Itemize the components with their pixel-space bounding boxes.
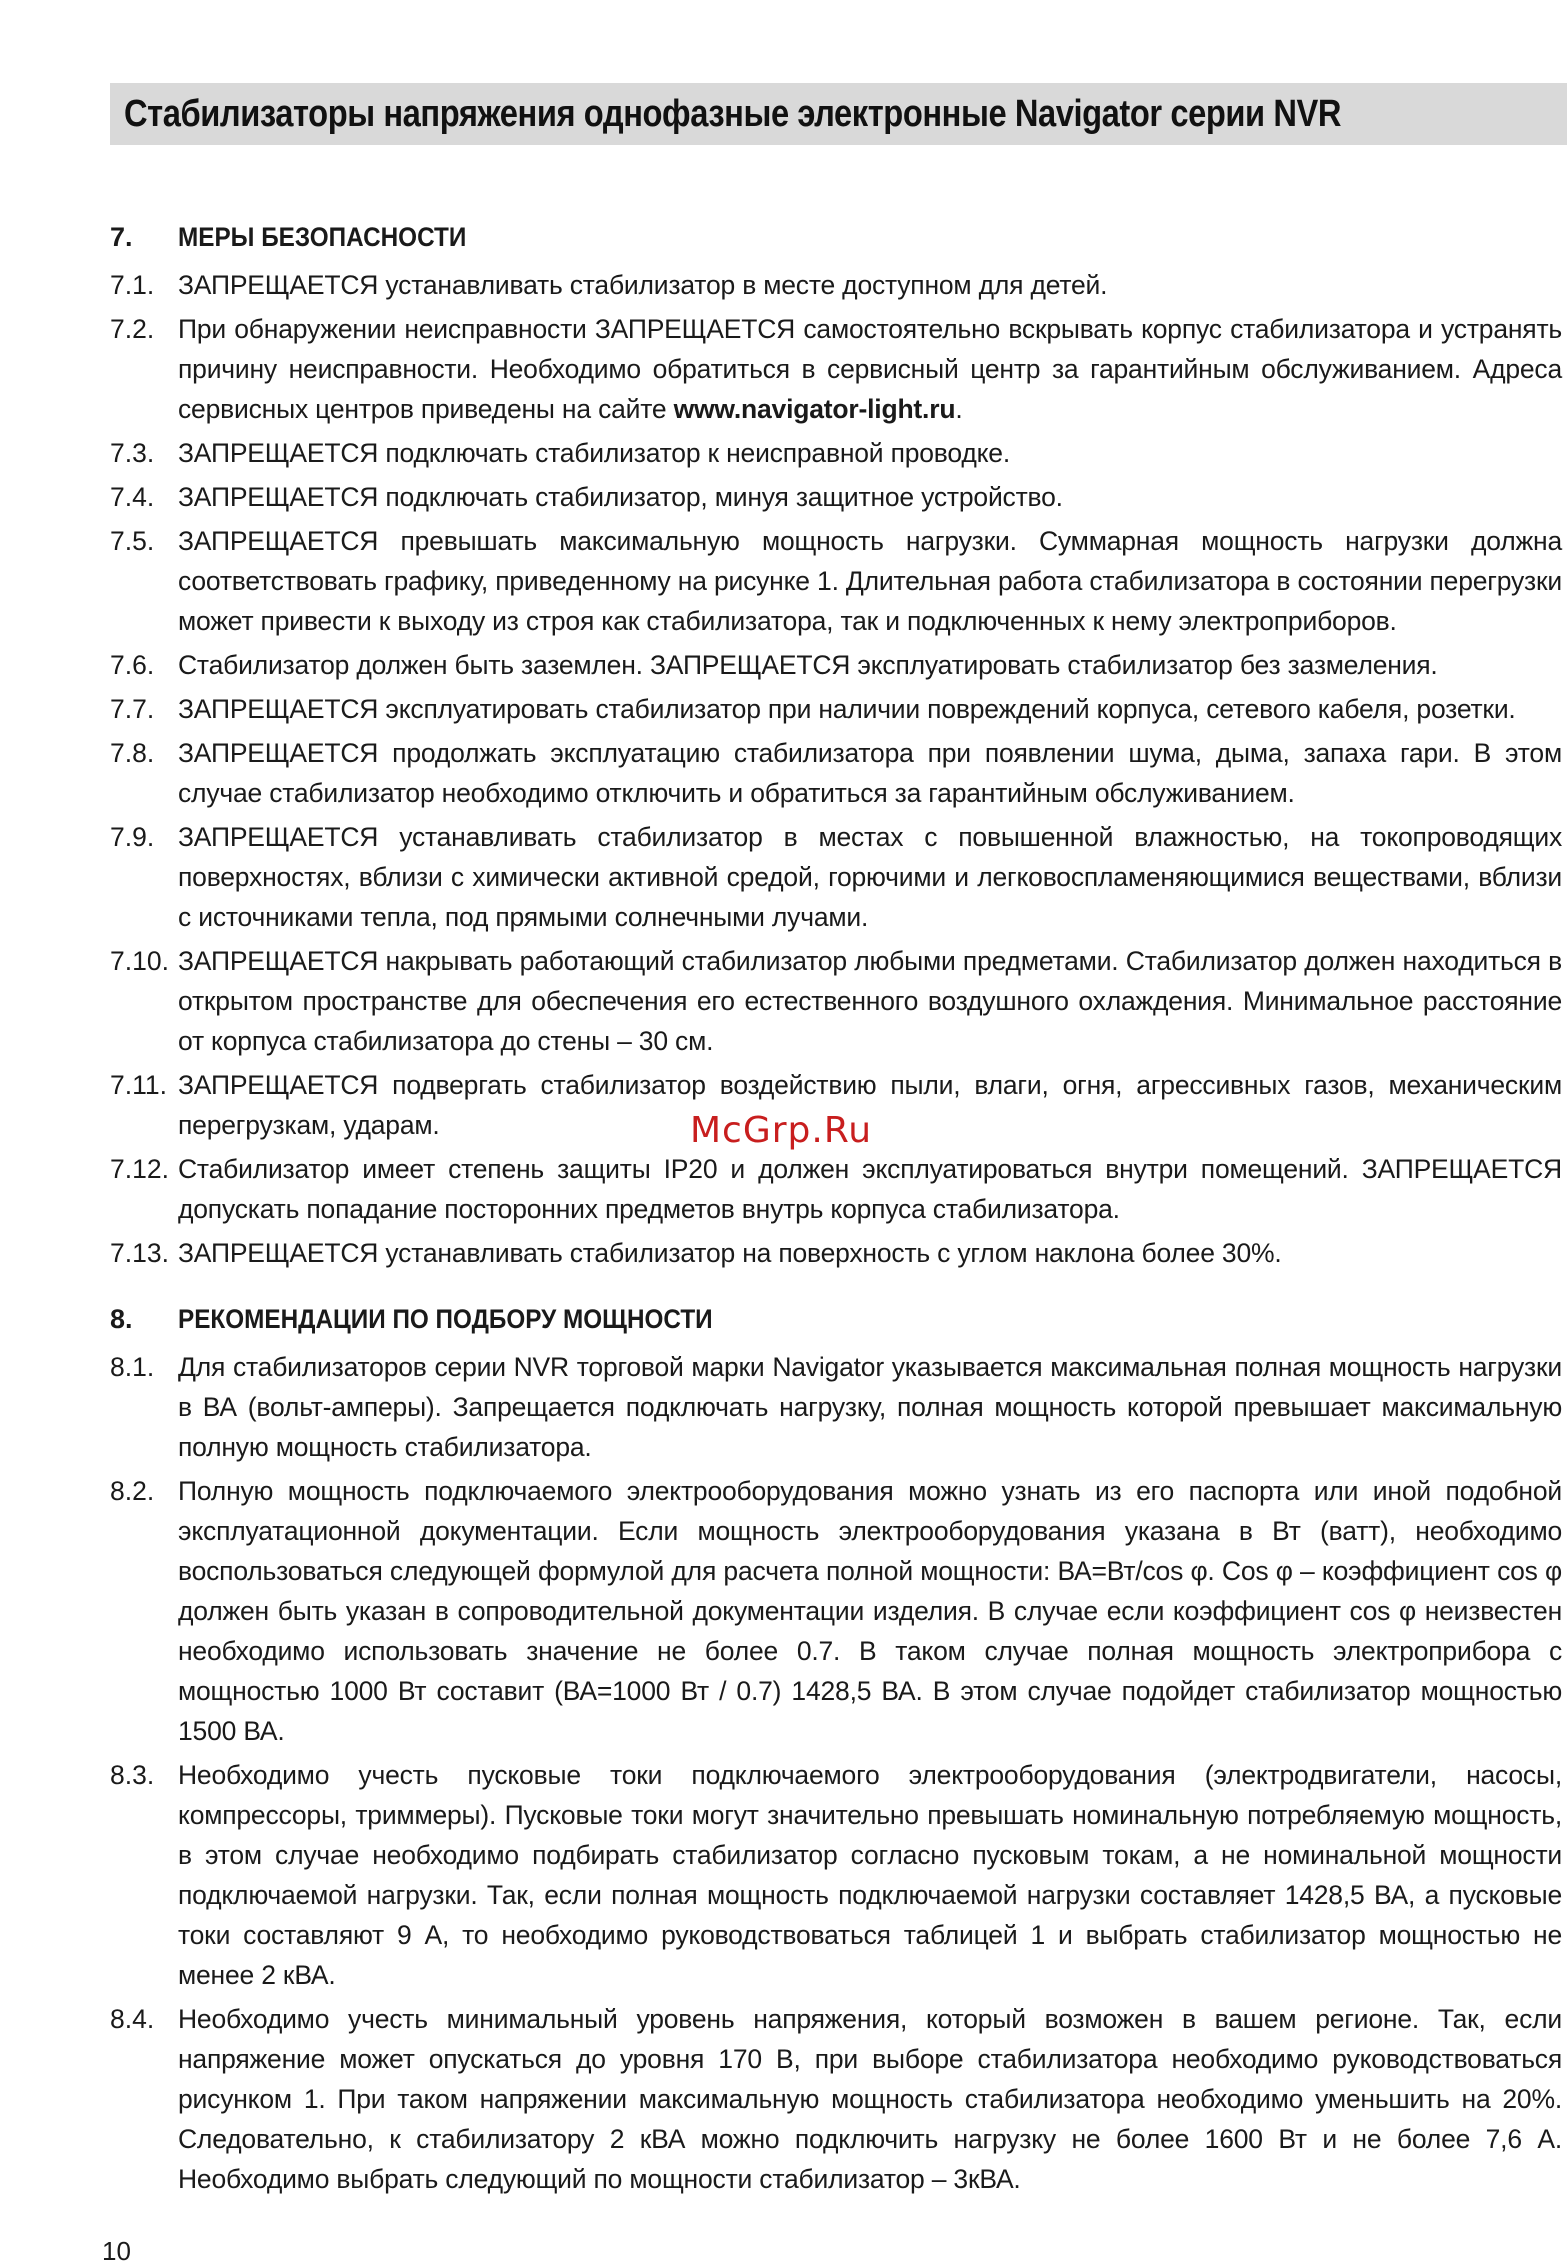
- item-text: ЗАПРЕЩАЕТСЯ устанавливать стабилизатор в месте доступном для детей.: [178, 270, 1108, 300]
- item-text: Стабилизатор имеет степень защиты IP20 и должен эксплуатироваться внутри помещений. ЗАПРЕЩАЕТСЯ допускать попадание посторонних предметов внутрь корпуса стабилизатора.: [178, 1154, 1562, 1224]
- list-item: [110, 309, 1562, 429]
- item-text: Полную мощность подключаемого электрооборудования можно узнать из его паспорта или иной подобной эксплуатационной документации. Если мощность электрооборудования указана в Вт (ватт), необходимо воспользоваться следующей формулой для расчета полной мощности: ВА=Вт/cos φ. Cos φ – коэффициент cos φ должен быть указан в сопроводительной документации изделия. В случае если коэффициент cos φ неизвестен необходимо использовать значение не более 0.7. В таком случае полная мощность электроприбора с мощностью 1000 Вт составит (ВА=1000 Вт / 0.7) 1428,5 ВА. В этом случае подойдет стабилизатор мощностью 1500 ВА.: [178, 1476, 1562, 1746]
- item-number: 8.2.: [110, 1476, 155, 1506]
- page-number: 10: [102, 2236, 131, 2266]
- list-item: [110, 1999, 1562, 2199]
- item-text: ЗАПРЕЩАЕТСЯ подключать стабилизатор к неисправной проводке.: [178, 438, 1010, 468]
- item-text-part: При обнаружении неисправности ЗАПРЕЩАЕТСЯ самостоятельно вскрывать корпус стабилизатора и устранять причину неисправности. Необходимо обратиться в сервисный центр за гарантийным обслуживанием. Адреса сервисных центров приведены на сайте: [178, 314, 1562, 424]
- item-number: 7.6.: [110, 650, 155, 680]
- list-item: [110, 265, 1562, 305]
- list-item: [110, 1471, 1562, 1751]
- item-text: Необходимо учесть минимальный уровень напряжения, который возможен в вашем регионе. Так, если напряжение может опускаться до уровня 170 В, при выборе стабилизатора необходимо руководствоваться рисунком 1. При таком напряжении максимальную мощность стабилизатора необходимо уменьшить на 20%. Следовательно, к стабилизатору 2 кВА можно подключить нагрузку не более 1600 Вт и не более 7,6 А. Необходимо выбрать следующий по мощности стабилизатор – 3кВА.: [178, 2004, 1562, 2194]
- section-number: 8.: [110, 1303, 133, 1334]
- item-number: 7.7.: [110, 694, 155, 724]
- list-item: [110, 433, 1562, 473]
- website-link[interactable]: www.navigator-light.ru: [673, 394, 956, 424]
- item-text: [178, 309, 1562, 429]
- watermark: McGrp.Ru: [690, 1110, 873, 1151]
- document-body: [110, 215, 1562, 2203]
- item-number: 8.4.: [110, 2004, 155, 2034]
- item-number: 7.9.: [110, 822, 155, 852]
- list-item: [110, 689, 1562, 729]
- page-title: Стабилизаторы напряжения однофазные электронные Navigator серии NVR: [124, 92, 1342, 135]
- section-title: РЕКОМЕНДАЦИИ ПО ПОДБОРУ МОЩНОСТИ: [178, 1303, 713, 1334]
- list-item: [110, 477, 1562, 517]
- list-item: [110, 1233, 1562, 1273]
- item-text: ЗАПРЕЩАЕТСЯ подключать стабилизатор, минуя защитное устройство.: [178, 482, 1063, 512]
- item-text: ЗАПРЕЩАЕТСЯ продолжать эксплуатацию стабилизатора при появлении шума, дыма, запаха гари. В этом случае стабилизатор необходимо отключить и обратиться за гарантийным обслуживанием.: [178, 738, 1562, 808]
- item-number: 7.11.: [110, 1070, 167, 1100]
- list-item: [110, 521, 1562, 641]
- item-number: 7.8.: [110, 738, 155, 768]
- item-text: ЗАПРЕЩАЕТСЯ эксплуатировать стабилизатор при наличии повреждений корпуса, сетевого кабеля, розетки.: [178, 694, 1516, 724]
- list-item: [110, 941, 1562, 1061]
- item-text: ЗАПРЕЩАЕТСЯ превышать максимальную мощность нагрузки. Суммарная мощность нагрузки должна соответствовать графику, приведенному на рисунке 1. Длительная работа стабилизатора в состоянии перегрузки может привести к выходу из строя как стабилизатора, так и подключенных к нему электроприборов.: [178, 526, 1562, 636]
- item-text: ЗАПРЕЩАЕТСЯ подвергать стабилизатор воздействию пыли, влаги, огня, агрессивных газов, механическим перегрузкам, ударам.: [178, 1070, 1562, 1140]
- item-text: ЗАПРЕЩАЕТСЯ накрывать работающий стабилизатор любыми предметами. Стабилизатор должен находиться в открытом пространстве для обеспечения его естественного воздушного охлаждения. Минимальное расстояние от корпуса стабилизатора до стены – 30 см.: [178, 946, 1562, 1056]
- item-number: 7.13.: [110, 1238, 169, 1268]
- list-item: [110, 1755, 1562, 1995]
- item-text: Стабилизатор должен быть заземлен. ЗАПРЕЩАЕТСЯ эксплуатировать стабилизатор без зазмеления.: [178, 650, 1438, 680]
- item-number: 7.5.: [110, 526, 155, 556]
- list-item: [110, 817, 1562, 937]
- item-number: 8.1.: [110, 1352, 155, 1382]
- item-text: Необходимо учесть пусковые токи подключаемого электрооборудования (электродвигатели, насосы, компрессоры, триммеры). Пусковые токи могут значительно превышать номинальную потребляемую мощность, в этом случае необходимо подбирать стабилизатор согласно пусковым токам, а не номинальной мощности подключаемой нагрузки. Так, если полная мощность подключаемой нагрузки составляет 1428,5 ВА, а пусковые токи составляют 9 А, то необходимо руководствоваться таблицей 1 и выбрать стабилизатор мощностью не менее 2 кВА.: [178, 1760, 1562, 1990]
- item-number: 7.12.: [110, 1154, 169, 1184]
- page-header: [110, 83, 1567, 145]
- item-text: ЗАПРЕЩАЕТСЯ устанавливать стабилизатор в местах с повышенной влажностью, на токопроводящих поверхностях, вблизи с химически активной средой, горючими и легковоспламеняющимися веществами, вблизи с источниками тепла, под прямыми солнечными лучами.: [178, 822, 1562, 932]
- list-item: [110, 1149, 1562, 1229]
- item-number: 7.1.: [110, 270, 155, 300]
- section-7-heading: [110, 215, 1562, 259]
- item-text-part: .: [955, 394, 963, 424]
- list-item: [110, 645, 1562, 685]
- item-text: ЗАПРЕЩАЕТСЯ устанавливать стабилизатор на поверхность с углом наклона более 30%.: [178, 1238, 1282, 1268]
- item-number: 7.3.: [110, 438, 155, 468]
- section-number: 7.: [110, 221, 133, 252]
- section-8-heading: [110, 1297, 1562, 1341]
- item-number: 7.10.: [110, 946, 169, 976]
- item-number: 7.4.: [110, 482, 155, 512]
- list-item: [110, 733, 1562, 813]
- list-item: [110, 1347, 1562, 1467]
- item-number: 7.2.: [110, 314, 155, 344]
- item-text: Для стабилизаторов серии NVR торговой марки Navigator указывается максимальная полная мощность нагрузки в ВА (вольт-амперы). Запрещается подключать нагрузку, полная мощность которой превышает максимальную полную мощность стабилизатора.: [178, 1352, 1562, 1462]
- item-number: 8.3.: [110, 1760, 155, 1790]
- section-title: МЕРЫ БЕЗОПАСНОСТИ: [178, 221, 467, 252]
